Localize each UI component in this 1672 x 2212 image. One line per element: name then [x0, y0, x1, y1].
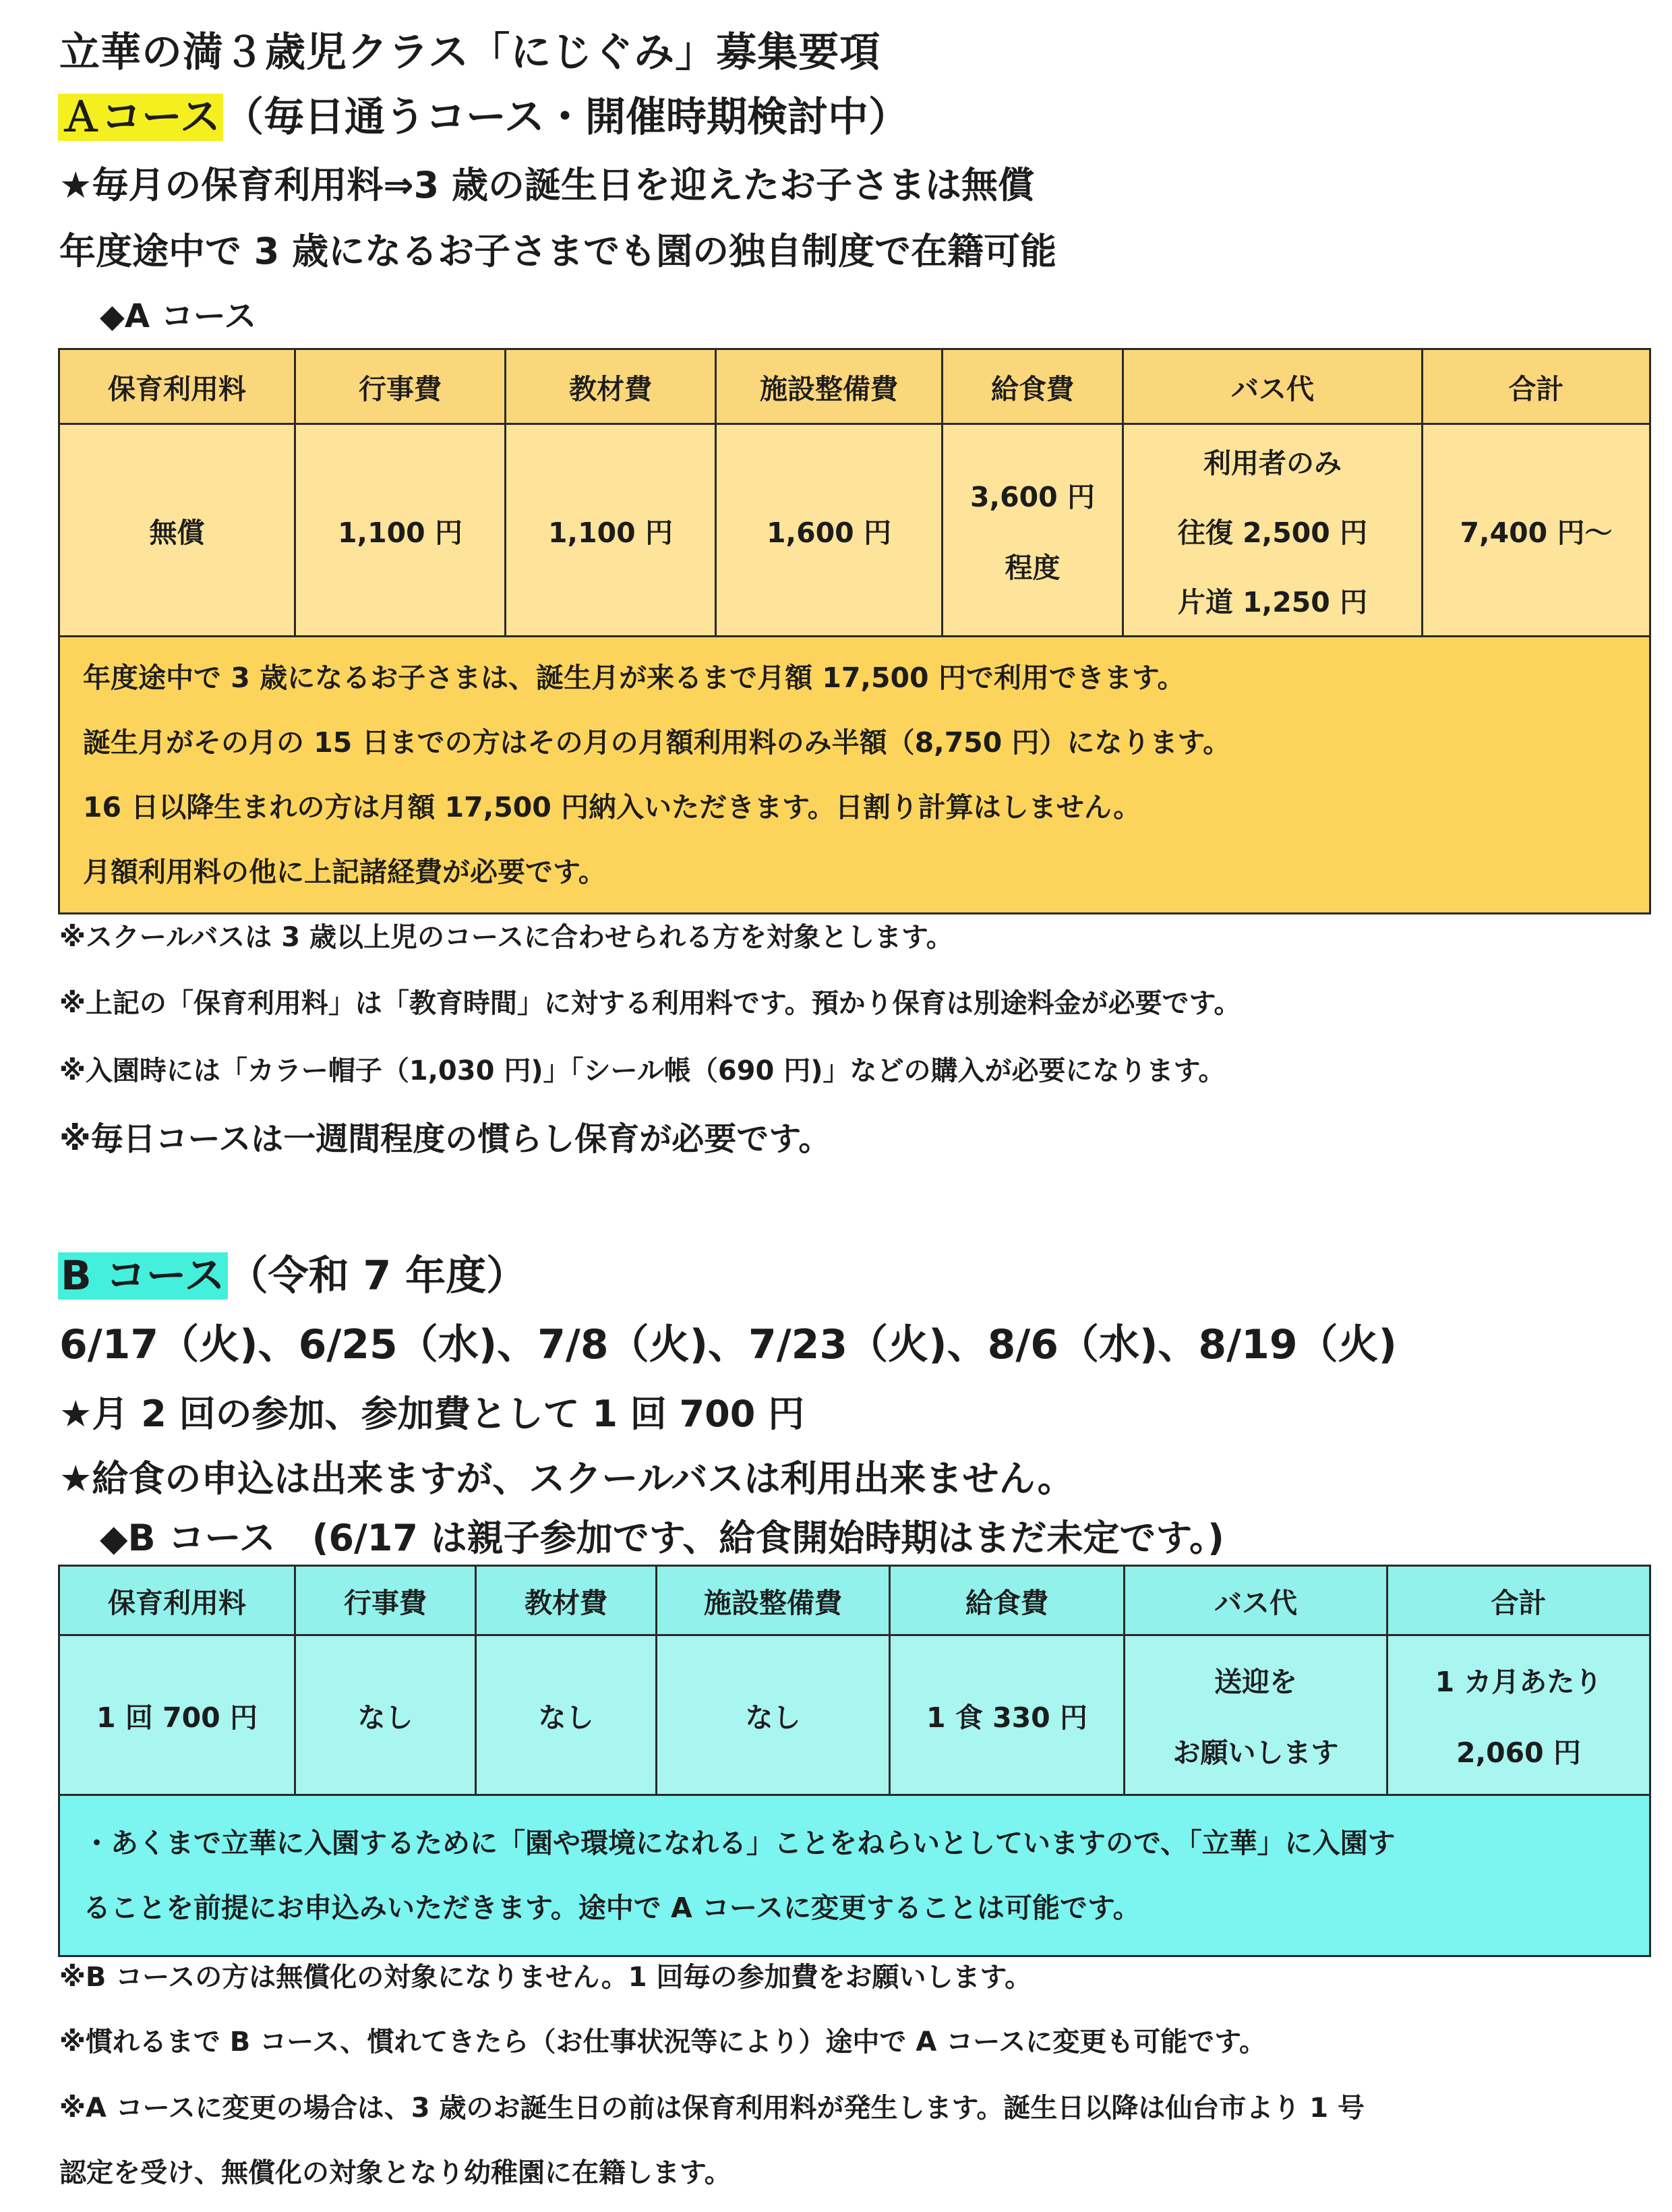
- table-note: 年度途中で 3 歳になるお子さまは、誕生月が来るまで月額 17,500 円で利用できます。: [83, 662, 1185, 694]
- cell-line: 送迎を: [1214, 1666, 1297, 1698]
- table-note: 誕生月がその月の 15 日までの方はその月の月額利用料のみ半額（8,750 円）になります。: [83, 726, 1231, 759]
- header-cell: 保育利用料: [59, 349, 295, 424]
- table-note: 月額利用料の他に上記諸経費が必要です。: [83, 856, 606, 888]
- cell-kyushoku: [943, 424, 1123, 637]
- header-cell: 行事費: [295, 1566, 476, 1635]
- header-cell: 教材費: [476, 1566, 657, 1635]
- course-a-heading: [58, 85, 909, 143]
- header-cell: 保育利用料: [59, 1566, 295, 1635]
- cell-shisetsu: なし: [657, 1635, 890, 1795]
- course-a-note: ※スクールバスは 3 歳以上児のコースに合わせられる方を対象とします。: [59, 922, 953, 953]
- cell-bus: [1123, 424, 1423, 637]
- header-cell: 施設整備費: [716, 349, 943, 424]
- cell-line: 往復 2,500 円: [1177, 516, 1368, 549]
- header-cell: 行事費: [295, 349, 506, 424]
- cell-kyozai: 1,100 円: [506, 424, 716, 637]
- table-row: [59, 424, 1650, 637]
- header-cell: 教材費: [506, 349, 716, 424]
- notes-cell: [59, 1795, 1650, 1956]
- course-a-note: ※入園時には「カラー帽子（1,030 円)」「シール帳（690 円)」などの購入が必要になります。: [59, 1055, 1226, 1086]
- cell-line: 利用者のみ: [1203, 446, 1342, 479]
- course-b-note: ※B コースの方は無償化の対象になりません。1 回毎の参加費をお願いします。: [59, 1962, 1032, 1993]
- course-a-subheading: ◆A コース: [100, 297, 257, 335]
- course-b-subheading: ◆B コース (6/17 は親子参加です、給食開始時期はまだ未定です。): [100, 1517, 1224, 1559]
- cell-total: 7,400 円～: [1423, 424, 1650, 637]
- header-cell: バス代: [1123, 349, 1423, 424]
- header-cell: 施設整備費: [657, 1566, 890, 1635]
- cell-line: お願いします: [1172, 1737, 1339, 1769]
- cell-bus: [1125, 1635, 1387, 1795]
- course-a-final-note: ※毎日コースは一週間程度の慣らし保育が必要です。: [59, 1120, 831, 1158]
- course-a-note: ※上記の「保育利用料」は「教育時間」に対する利用料です。預かり保育は別途料金が必要です。: [59, 988, 1241, 1019]
- course-a-heading-rest: （毎日通うコース・開催時期検討中）: [223, 94, 909, 141]
- cell-total: [1387, 1635, 1650, 1795]
- header-cell: 合計: [1387, 1566, 1650, 1635]
- cell-line: 片道 1,250 円: [1177, 585, 1368, 618]
- header-cell: 給食費: [890, 1566, 1125, 1635]
- table-header-row: [59, 349, 1650, 424]
- table-note: 16 日以降生まれの方は月額 17,500 円納入いただきます。日割り計算はしません。: [83, 791, 1141, 823]
- table-note: ・あくまで立華に入園するために「園や環境になれる」ことをねらいとしていますので、「立華」に入園す: [83, 1827, 1396, 1859]
- header-cell: バス代: [1125, 1566, 1387, 1635]
- course-b-heading-rest: （令和 7 年度）: [227, 1252, 527, 1300]
- course-a-heading-highlight: Ａコース: [58, 94, 223, 141]
- course-a-line1: ★毎月の保育利用料⇒3 歳の誕生日を迎えたお子さまは無償: [59, 164, 1035, 206]
- cell-line: 2,060 円: [1456, 1737, 1581, 1769]
- cell-hoiku: 無償: [59, 424, 295, 637]
- notes-cell: [59, 637, 1650, 914]
- course-b-line2: ★給食の申込は出来ますが、スクールバスは利用出来ません。: [59, 1457, 1074, 1500]
- cell-gyoji: 1,100 円: [295, 424, 506, 637]
- cell-gyoji: なし: [295, 1635, 476, 1795]
- cell-shisetsu: 1,600 円: [716, 424, 943, 637]
- header-cell: 合計: [1423, 349, 1650, 424]
- cell-line: 程度: [1005, 552, 1061, 584]
- table-notes-row: [59, 637, 1650, 914]
- course-b-heading: [58, 1244, 527, 1302]
- cell-hoiku: 1 回 700 円: [59, 1635, 295, 1795]
- header-cell: 給食費: [943, 349, 1123, 424]
- cell-line: 3,600 円: [970, 481, 1095, 513]
- course-b-note: ※慣れるまで B コース、慣れてきたら（お仕事状況等により）途中で A コースに変更も可能です。: [59, 2027, 1267, 2058]
- table-note: ることを前提にお申込みいただきます。途中で A コースに変更することは可能です。: [83, 1892, 1141, 1924]
- course-b-note: 認定を受け、無償化の対象となり幼稚園に在籍します。: [59, 2157, 732, 2188]
- cell-kyushoku: 1 食 330 円: [890, 1635, 1125, 1795]
- table-header-row: [59, 1566, 1650, 1635]
- course-b-fee-table: [58, 1565, 1651, 1957]
- cell-line: 1 カ月あたり: [1435, 1666, 1603, 1698]
- table-row: [59, 1635, 1650, 1795]
- course-b-line1: ★月 2 回の参加、参加費として 1 回 700 円: [59, 1393, 805, 1435]
- course-b-dates: 6/17（火)、6/25（水)、7/8（火)、7/23（火)、8/6（水)、8/19（火): [59, 1321, 1397, 1368]
- course-a-line2: 年度途中で 3 歳になるお子さまでも園の独自制度で在籍可能: [59, 230, 1057, 272]
- table-notes-row: [59, 1795, 1650, 1956]
- course-b-note: ※A コースに変更の場合は、3 歳のお誕生日の前は保育利用料が発生します。誕生日以降は仙台市より 1 号: [59, 2093, 1365, 2124]
- page-title: 立華の満３歳児クラス「にじぐみ」募集要項: [59, 29, 881, 76]
- cell-kyozai: なし: [476, 1635, 657, 1795]
- course-b-heading-highlight: B コース: [58, 1252, 228, 1300]
- course-a-fee-table: [58, 348, 1651, 914]
